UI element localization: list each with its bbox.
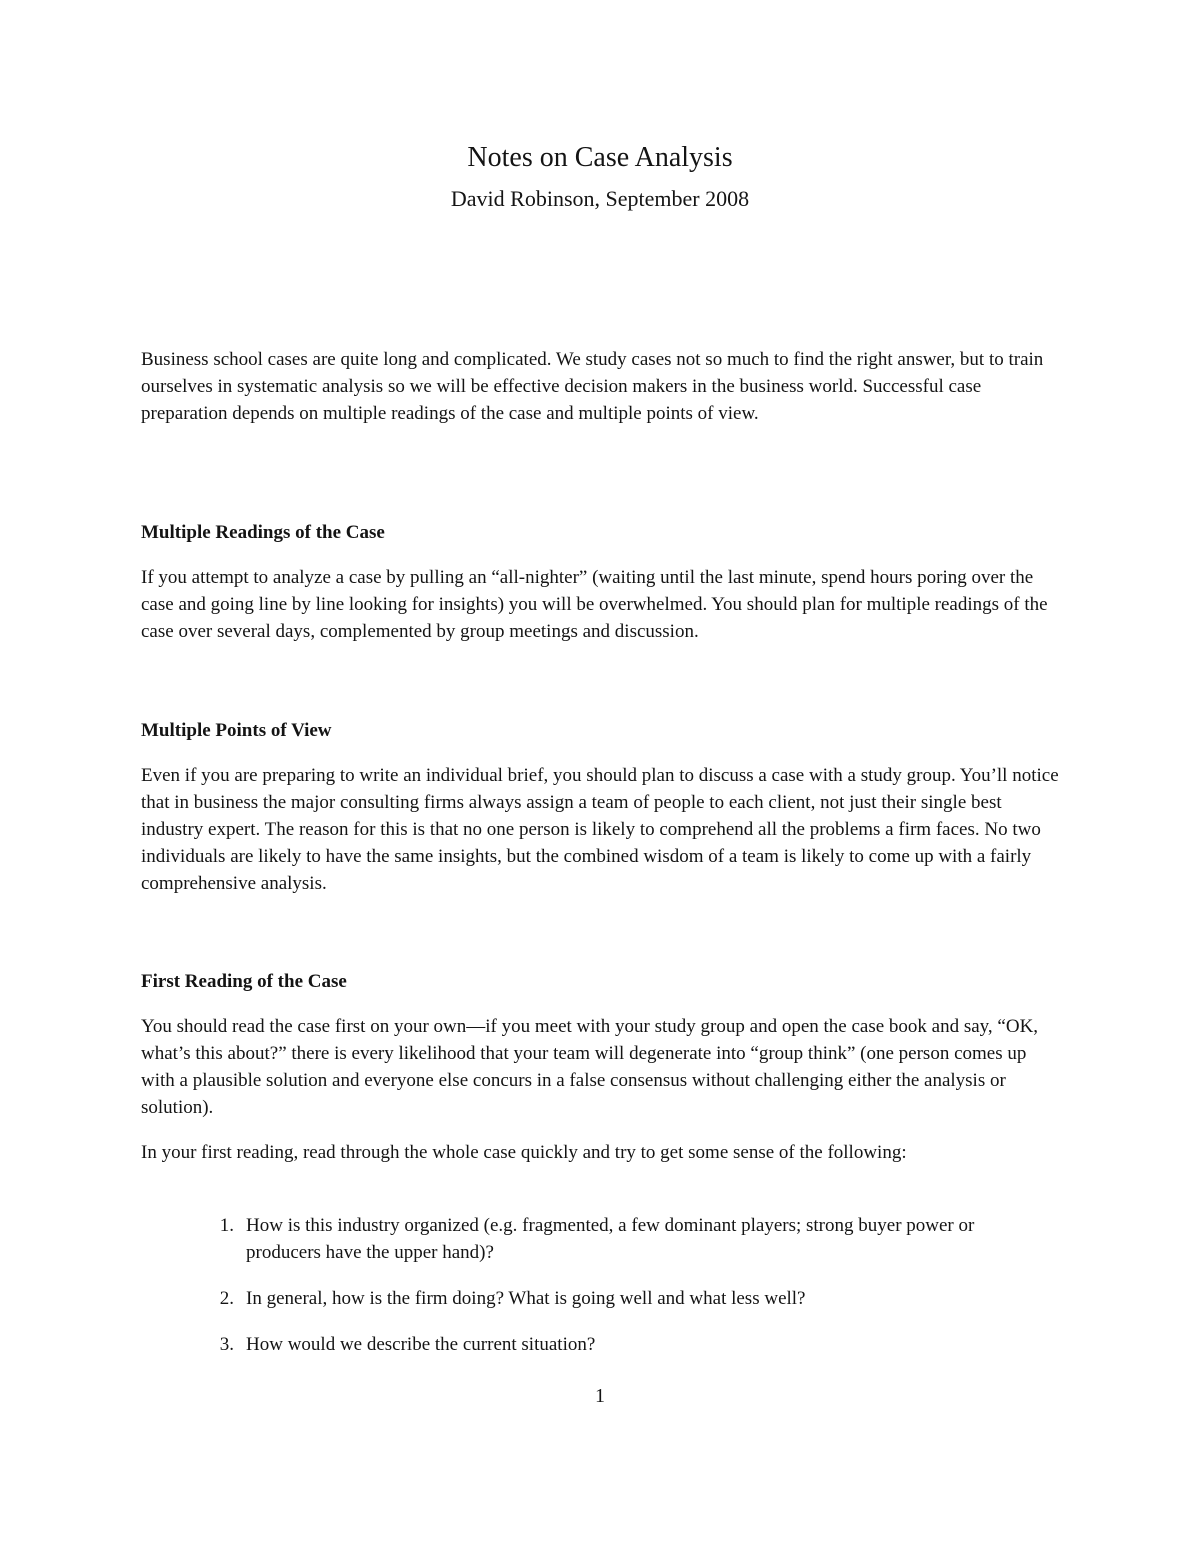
list-item-text: How would we describe the current situation?: [246, 1334, 596, 1355]
first-reading-paragraph: You should read the case first on your own—if you meet with your study group and open the case book and say, “OK, what’s this about?” there is every likelihood that your team will degenerate into “group think” (one person comes up with a plausible solution and everyone else concurs in a false consensus without challenging either the analysis or solution).: [141, 1016, 1039, 1118]
list-item-text: In general, how is the firm doing? What is going well and what less well?: [246, 1288, 806, 1309]
section-heading-first-reading: First Reading of the Case: [141, 971, 347, 992]
list-item-number: 1.: [219, 1215, 234, 1236]
section-heading-multiple-points-of-view: Multiple Points of View: [141, 720, 332, 741]
multiple-points-of-view-paragraph: Even if you are preparing to write an individual brief, you should plan to discuss a case with a study group. You’ll notice that in business the major consulting firms always assign a team of people to each client, not just their single best industry expert. The reason for this is that no one person is likely to comprehend all the problems a firm faces. No two individuals are likely to have the same insights, but the combined wisdom of a team is likely to come up with a fairly comprehensive analysis.: [141, 765, 1059, 894]
section-heading-multiple-readings: Multiple Readings of the Case: [141, 522, 385, 543]
list-item-number: 2.: [219, 1288, 234, 1309]
list-item-text: How is this industry organized (e.g. fragmented, a few dominant players; strong buyer power or producers have the upper hand)?: [246, 1215, 975, 1263]
multiple-readings-paragraph: If you attempt to analyze a case by pulling an “all-nighter” (waiting until the last minute, spend hours poring over the case and going line by line looking for insights) you will be overwhelmed. You should plan for multiple readings of the case over several days, complemented by group meetings and discussion.: [141, 567, 1048, 642]
page-number: 1: [595, 1385, 605, 1407]
document-title: Notes on Case Analysis: [467, 142, 733, 173]
document-author-date: David Robinson, September 2008: [450, 186, 750, 211]
list-item-number: 3.: [219, 1334, 234, 1355]
intro-paragraph: Business school cases are quite long and complicated. We study cases not so much to find the right answer, but to train ourselves in systematic analysis so we will be effective decision makers in the business world. Successful case preparation depends on multiple readings of the case and multiple points of view.: [141, 349, 1044, 424]
first-reading-intro-to-list: In your first reading, read through the whole case quickly and try to get some sense of the following:: [141, 1142, 907, 1163]
